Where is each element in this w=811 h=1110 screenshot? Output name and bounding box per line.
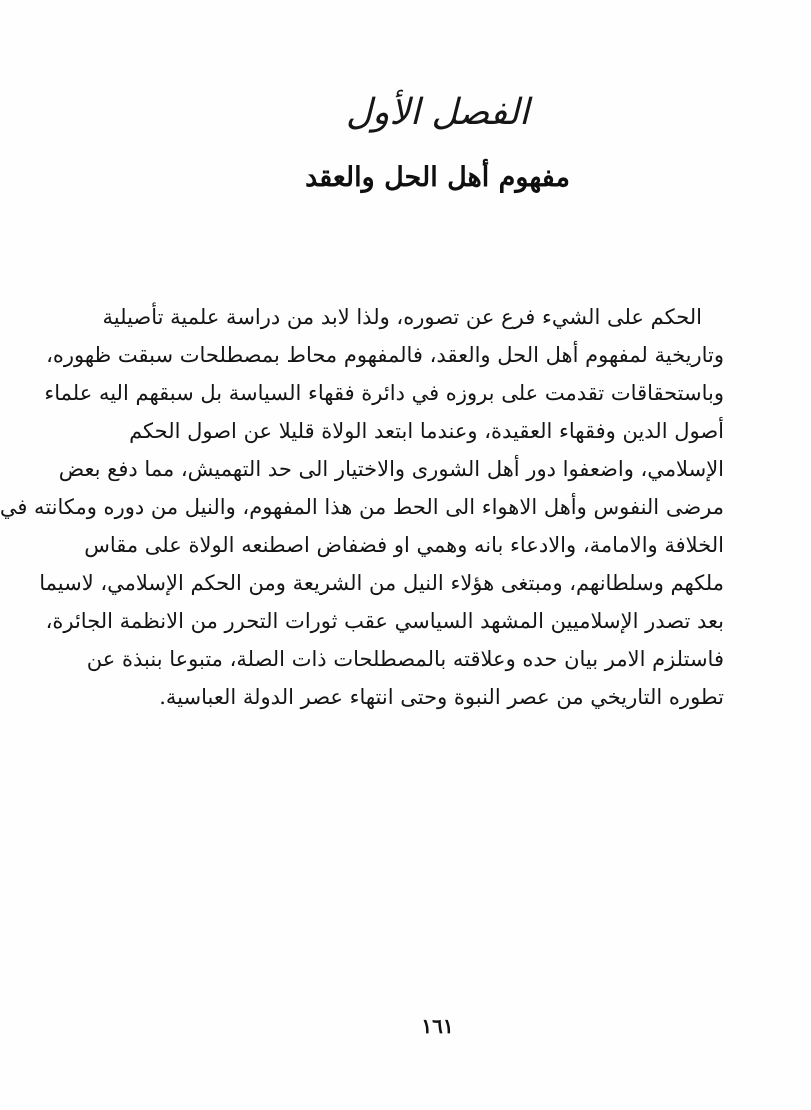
chapter-title: مفهوم أهل الحل والعقد (305, 162, 570, 193)
paragraph-line: وباستحقاقات تقدمت على بروزه في دائرة فقهاء السياسة بل سبقهم اليه علماء (44, 381, 724, 405)
paragraph-line: مرضى النفوس وأهل الاهواء الى الحط من هذا المفهوم، والنيل من دوره ومكانته في (0, 495, 724, 519)
paragraph-line: أصول الدين وفقهاء العقيدة، وعندما ابتعد الولاة قليلا عن اصول الحكم (129, 419, 724, 443)
paragraph-line: تطوره التاريخي من عصر النبوة وحتى انتهاء عصر الدولة العباسية. (159, 685, 724, 709)
paragraph-line: الخلافة والامامة، والادعاء بانه وهمي او فضفاض اصطنعه الولاة على مقاس (84, 533, 724, 557)
paragraph-line: ملكهم وسلطانهم، ومبتغى هؤلاء النيل من الشريعة ومن الحكم الإسلامي، لاسيما (39, 571, 724, 595)
paragraph-line: فاستلزم الامر بيان حده وعلاقته بالمصطلحات ذات الصلة، متبوعا بنبذة عن (86, 647, 724, 671)
paragraph-line: بعد تصدر الإسلاميين المشهد السياسي عقب ثورات التحرر من الانظمة الجائرة، (45, 609, 724, 633)
paragraph-line: الحكم على الشيء فرع عن تصوره، ولذا لابد من دراسة علمية تأصيلية (102, 305, 702, 329)
page-number: ١٦١ (421, 1014, 454, 1038)
body-paragraph (0, 298, 724, 716)
chapter-label: الفصل الأول (345, 92, 530, 133)
paragraph-line: الإسلامي، واضعفوا دور أهل الشورى والاختيار الى حد التهميش، مما دفع بعض (58, 457, 724, 481)
paragraph-line: وتاريخية لمفهوم أهل الحل والعقد، فالمفهوم محاط بمصطلحات سبقت ظهوره، (46, 343, 724, 367)
